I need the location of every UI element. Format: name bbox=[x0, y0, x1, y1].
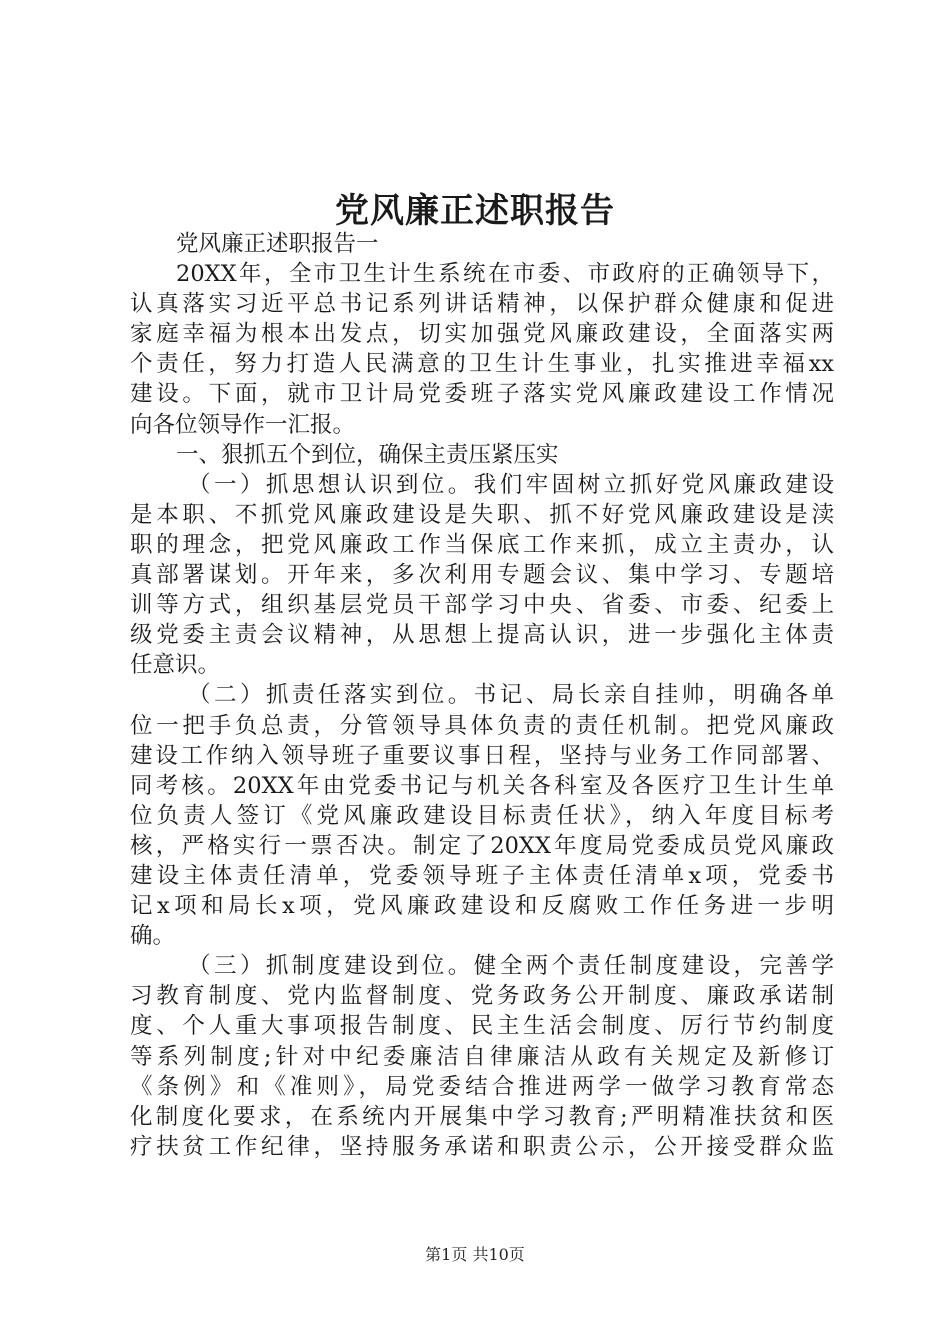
page-footer: 第1页 共10页 bbox=[425, 1245, 525, 1264]
text-line: 《条例》和《准则》，局党委结合推进两学一做学习教育常态 bbox=[130, 1073, 834, 1100]
text-line: 化制度化要求，在系统内开展集中学习教育;严明精准扶贫和医 bbox=[130, 1103, 834, 1130]
text-line: 位一把手负总责，分管领导具体负责的责任机制。把党风廉政 bbox=[130, 712, 834, 739]
text-line: 20XX年，全市卫生计生系统在市委、市政府的正确领导下， bbox=[176, 261, 834, 288]
text-line: 任意识。 bbox=[130, 652, 221, 679]
text-line: 党风廉正述职报告一 bbox=[176, 231, 379, 257]
text-line: 训等方式，组织基层党员干部学习中央、省委、市委、纪委上 bbox=[130, 592, 834, 619]
text-line: 职的理念，把党风廉政工作当保底工作来抓，成立主责办，认 bbox=[130, 531, 834, 558]
text-line: 位负责人签订《党风廉政建设目标责任状》，纳入年度目标考 bbox=[130, 802, 834, 829]
text-line: 建设主体责任清单，党委领导班子主体责任清单x项，党委书 bbox=[130, 862, 834, 889]
text-line: 是本职、不抓党风廉政建设是失职、抓不好党风廉政建设是渎 bbox=[130, 501, 834, 528]
text-line: 同考核。20XX年由党委书记与机关各科室及各医疗卫生计生单 bbox=[130, 772, 834, 799]
text-line: 建设。下面，就市卫计局党委班子落实党风廉政建设工作情况 bbox=[130, 381, 834, 408]
text-line: 真部署谋划。开年来，多次利用专题会议、集中学习、专题培 bbox=[130, 562, 834, 589]
text-line: 度、个人重大事项报告制度、民主生活会制度、厉行节约制度 bbox=[130, 1013, 834, 1040]
text-line: （一）抓思想认识到位。我们牢固树立抓好党风廉政建设 bbox=[188, 471, 834, 498]
text-line: 家庭幸福为根本出发点，切实加强党风廉政建设，全面落实两 bbox=[130, 321, 834, 348]
text-line: 习教育制度、党内监督制度、党务政务公开制度、廉政承诺制 bbox=[130, 983, 834, 1010]
document-title: 党风廉正述职报告 bbox=[335, 191, 615, 231]
document-body bbox=[130, 229, 834, 1162]
text-line: 级党委主责会议精神，从思想上提高认识，进一步强化主体责 bbox=[130, 622, 834, 649]
text-line: （二）抓责任落实到位。书记、局长亲自挂帅，明确各单 bbox=[188, 682, 834, 709]
text-line: 一、狠抓五个到位，确保主责压紧压实 bbox=[176, 441, 559, 468]
text-line: （三）抓制度建设到位。健全两个责任制度建设，完善学 bbox=[188, 953, 834, 980]
text-line: 核，严格实行一票否决。制定了20XX年度局党委成员党风廉政 bbox=[130, 832, 834, 859]
text-line: 认真落实习近平总书记系列讲话精神，以保护群众健康和促进 bbox=[130, 291, 834, 318]
text-line: 等系列制度;针对中纪委廉洁自律廉洁从政有关规定及新修订 bbox=[130, 1043, 834, 1070]
text-line: 建设工作纳入领导班子重要议事日程，坚持与业务工作同部署、 bbox=[130, 742, 834, 769]
text-line: 向各位领导作一汇报。 bbox=[130, 411, 356, 438]
text-line: 记x项和局长x项，党风廉政建设和反腐败工作任务进一步明 bbox=[130, 893, 834, 920]
text-line: 疗扶贫工作纪律，坚持服务承诺和职责公示，公开接受群众监 bbox=[130, 1133, 834, 1160]
text-line: 确。 bbox=[130, 923, 176, 950]
text-line: 个责任，努力打造人民满意的卫生计生事业，扎实推进幸福xx bbox=[130, 351, 834, 378]
